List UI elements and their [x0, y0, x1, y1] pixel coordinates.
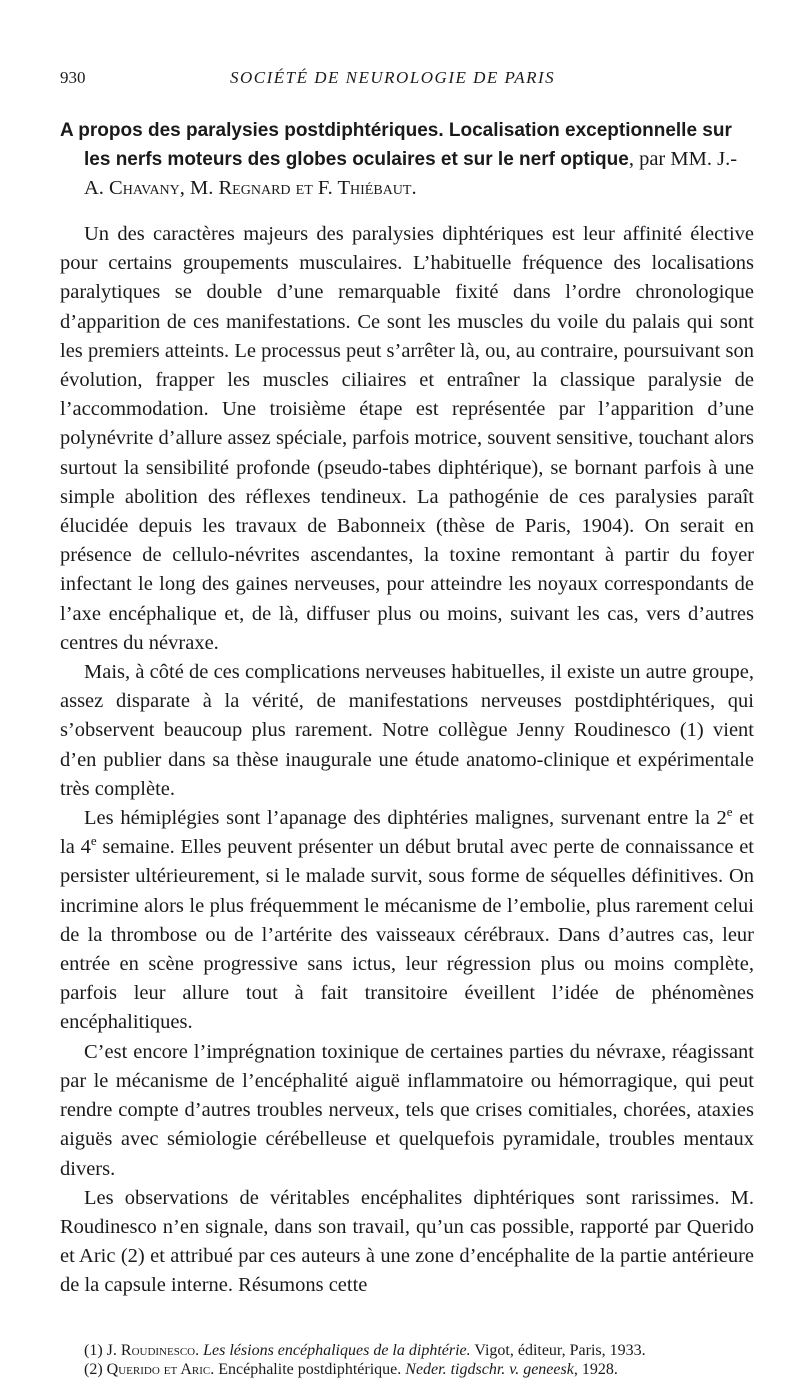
footnote-2-marker: (2) [84, 1360, 107, 1378]
footnote-1-rest: Vigot, éditeur, Paris, 1933. [470, 1341, 646, 1359]
footnote-1 [84, 1341, 754, 1360]
footnotes [60, 1341, 754, 1379]
ordinal-4: 4 [80, 836, 91, 859]
footnote-1-marker: (1) J. [84, 1341, 121, 1359]
paragraph-5: Les observations de véritables encéphalites diphtériques sont rarissimes. M. Roudinesco n’en signale, dans son travail, qu’un cas possible, rapporté par Querido et Aric (2) et attribué par ces auteurs à une zone d’encéphalite de la partie antérieure de la capsule interne. Résumons cette [60, 1186, 754, 1297]
paragraph-4: C’est encore l’imprégnation toxinique de certaines parties du névraxe, réagissant par le mécanisme de l’encéphalité aiguë inflammatoire ou hémorragique, qui peut rendre compte d’autres troubles nerveux, tels que crises comitiales, chorées, ataxies aiguës avec sémiologie cérébelleuse et quelquefois pyramidale, troubles mentaux divers. [60, 1040, 754, 1180]
paragraph-1: Un des caractères majeurs des paralysies diphtériques est leur affinité élective pour certains groupements musculaires. L’habituelle fréquence des localisations paralytiques se double d’une remarquable fixité dans l’ordre chronologique d’apparition de ces manifestations. Ce sont les muscles du voile du palais qui sont les premiers atteints. Le processus peut s’arrêter là, ou, au contraire, poursuivant son évolution, frapper les muscles ciliaires et entraîner la classique paralysie de l’accommodation. Une troisième étape est représentée par l’apparition d’une polynévrite d’allure assez spéciale, parfois motrice, souvent sensitive, touchant alors surtout la sensibilité profonde (pseudo-tabes diphtérique), se bornant parfois à une simple abolition des réflexes tendineux. La pathogénie de ces paralysies paraît élucidée depuis les travaux de Babonneix (thèse de Paris, 1904). On serait en présence de cellulo-névrites ascendantes, la toxine remontant à partir du foyer infectant le long des gaines nerveuses, pour atteindre les noyaux correspondants de l’axe encéphalique et, de là, diffuser plus ou moins, suivant les cas, vers d’autres centres du névraxe. [60, 223, 754, 654]
authors: J.-A. Chavany, M. Regnard et F. Thiébaut. [84, 148, 738, 199]
footnote-1-title: Les lésions encéphaliques de la diphtérie. [199, 1341, 471, 1359]
hemiplegia-rest: semaine. Elles peuvent présenter un début brutal avec perte de connaissance et persister ultérieurement, si le malade survit, sous forme de séquelles définitives. On incrimine alors le plus fréquemment le mécanisme de l’embolie, plus rarement celui de la thrombose ou de l’artérite des vaisseaux cérébraux. Dans d’autres cas, leur entrée en scène progressive sans ictus, leur régression plus ou moins complète, parfois leur allure tout à fait transitoire éveillent l’idée de phénomènes encéphalitiques. [60, 836, 755, 1034]
ordinal-2: 2 [716, 807, 727, 830]
article-title: A propos des paralysies postdiphtériques. Localisation exceptionnelle sur les nerfs moteurs des globes oculaires et sur le nerf optique [60, 120, 732, 170]
ordinal-2-suffix: e [726, 804, 733, 820]
byline-prefix: , par MM. [628, 148, 718, 170]
page-number: 930 [60, 68, 86, 87]
hemiplegia-mid: et la [60, 807, 754, 859]
footnote-2-author: Querido et Aric. [106, 1360, 215, 1378]
paragraph-hemiplegia [60, 804, 754, 1038]
hemiplegia-lead: Les hémiplégies sont l’apanage des diphtéries malignes, survenant entre la [84, 807, 717, 830]
paragraph-2: Mais, à côté de ces complications nerveuses habituelles, il existe un autre groupe, assez disparate à la vérité, de manifestations nerveuses postdiphtériques, qui s’observent beaucoup plus rarement. Notre collègue Jenny Roudinesco (1) vient d’en publier dans sa thèse inaugurale une étude anatomo-clinique et expérimentale très complète. [60, 661, 754, 800]
footnote-2-journal: Neder. tigdschr. v. geneesk, [405, 1360, 578, 1378]
article-title-block [60, 116, 754, 202]
ordinal-4-suffix: e [90, 833, 97, 849]
footnote-2 [84, 1360, 754, 1379]
running-title: SOCIÉTÉ DE NEUROLOGIE DE PARIS [230, 68, 556, 87]
footnote-2-title: Encéphalite postdiphtérique. [214, 1360, 406, 1378]
footnote-1-author: Roudinesco. [120, 1341, 200, 1359]
journal-page [60, 68, 754, 1379]
footnote-2-rest: 1928. [577, 1360, 618, 1378]
page-header [60, 68, 754, 90]
article-body [60, 220, 754, 1301]
